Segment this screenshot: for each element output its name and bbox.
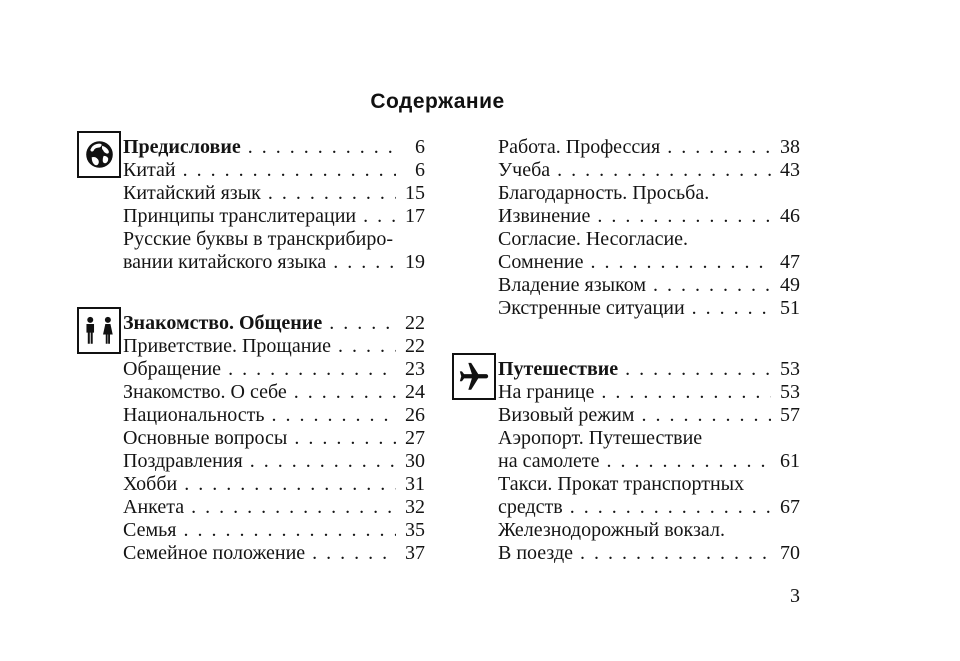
- toc-section: [498, 136, 800, 320]
- toc-entry: [498, 274, 800, 297]
- toc-entry: [123, 381, 425, 404]
- toc-entry: [498, 381, 800, 404]
- toc-entry: [498, 496, 800, 519]
- toc-entry-page: 43: [780, 159, 800, 181]
- man-woman-icon: [81, 316, 118, 345]
- toc-entry: [498, 297, 800, 320]
- toc-entry-label: В поезде: [498, 542, 573, 564]
- toc-entry: [498, 542, 800, 565]
- toc-entry-label: Китайский язык: [123, 182, 261, 204]
- toc-entry: [498, 358, 800, 381]
- dot-leader: [641, 404, 771, 427]
- toc-entry-label: Извинение: [498, 205, 591, 227]
- toc-entry: [123, 496, 425, 519]
- toc-entry-label: На границе: [498, 381, 595, 403]
- dot-leader: [228, 358, 396, 381]
- toc-entry: [123, 251, 425, 274]
- toc-entry-label: Железнодорожный вокзал.: [498, 519, 725, 541]
- dot-leader: [606, 450, 771, 473]
- toc-section: [498, 358, 800, 565]
- globe-icon: [83, 138, 116, 171]
- toc-entry: [498, 182, 800, 205]
- toc-entry: [123, 182, 425, 205]
- dot-leader: [557, 159, 771, 182]
- toc-entry: [123, 159, 425, 182]
- toc-entry: [123, 450, 425, 473]
- dot-leader: [183, 159, 396, 182]
- toc-entry-label: Экстренные ситуации: [498, 297, 685, 319]
- airplane-icon-box: [452, 353, 496, 400]
- page-number: 3: [790, 585, 800, 607]
- toc-entry: [498, 450, 800, 473]
- toc-entry-page: 22: [405, 335, 425, 357]
- toc-entry-label: Путешествие: [498, 358, 619, 380]
- toc-entry: [123, 404, 425, 427]
- dot-leader: [294, 381, 396, 404]
- toc-section: [123, 136, 425, 274]
- toc-entry-label: Учеба: [498, 159, 551, 181]
- dot-leader: [294, 427, 396, 450]
- toc-entry: [498, 251, 800, 274]
- toc-entry: [123, 358, 425, 381]
- toc-column: [498, 136, 800, 565]
- toc-entry-page: 27: [405, 427, 425, 449]
- toc-entry-label: Владение языком: [498, 274, 647, 296]
- toc-entry-page: 15: [405, 182, 425, 204]
- airplane-icon: [457, 360, 491, 394]
- toc-entry: [123, 312, 425, 335]
- toc-entry-label: Аэропорт. Путешествие: [498, 427, 703, 449]
- dot-leader: [580, 542, 771, 565]
- dot-leader: [250, 450, 396, 473]
- toc-entry: [498, 205, 800, 228]
- toc-entry-page: 38: [780, 136, 800, 158]
- toc-entry-page: 32: [405, 496, 425, 518]
- toc-entry-label: Благодарность. Просьба.: [498, 182, 710, 204]
- toc-entry-page: 57: [780, 404, 800, 426]
- toc-entry-label: Визовый режим: [498, 404, 635, 426]
- toc-entry-label: Знакомство. О себе: [123, 381, 287, 403]
- toc-entry-page: 22: [405, 312, 425, 334]
- toc-section: [123, 312, 425, 565]
- toc-entry-page: 26: [405, 404, 425, 426]
- dot-leader: [338, 335, 396, 358]
- toc-entry-page: 6: [415, 136, 425, 158]
- toc-entry: [498, 427, 800, 450]
- dot-leader: [625, 358, 771, 381]
- toc-entry-label: Поздравления: [123, 450, 243, 472]
- toc-column: [123, 136, 425, 565]
- toc-entry-page: 35: [405, 519, 425, 541]
- toc-entry-label: Семейное положение: [123, 542, 306, 564]
- toc-entry-label: Семья: [123, 519, 177, 541]
- toc-entry-page: 67: [780, 496, 800, 518]
- toc-entry-page: 19: [405, 251, 425, 273]
- toc-entry-page: 70: [780, 542, 800, 564]
- toc-entry-label: Работа. Профессия: [498, 136, 661, 158]
- toc-entry: [498, 136, 800, 159]
- toc-entry-page: 17: [405, 205, 425, 227]
- toc-entry: [123, 136, 425, 159]
- toc-entry: [498, 159, 800, 182]
- toc-entry-page: 23: [405, 358, 425, 380]
- dot-leader: [312, 542, 396, 565]
- toc-entry-label: Китай: [123, 159, 176, 181]
- dot-leader: [329, 312, 396, 335]
- toc-entry-page: 24: [405, 381, 425, 403]
- toc-entry: [123, 519, 425, 542]
- toc-entry-page: 31: [405, 473, 425, 495]
- toc-entry-page: 49: [780, 274, 800, 296]
- dot-leader: [333, 251, 396, 274]
- toc-entry-page: 47: [780, 251, 800, 273]
- dot-leader: [667, 136, 771, 159]
- toc-entry-label: средств: [498, 496, 563, 518]
- man-woman-icon-box: [77, 307, 121, 354]
- toc-entry-label: Основные вопросы: [123, 427, 288, 449]
- toc-entry-label: Анкета: [123, 496, 185, 518]
- toc-entry: [498, 404, 800, 427]
- toc-entry: [123, 542, 425, 565]
- toc-entry: [498, 228, 800, 251]
- toc-entry-page: 30: [405, 450, 425, 472]
- table-of-contents: [123, 136, 800, 565]
- toc-entry: [123, 228, 425, 251]
- toc-entry-label: вании китайского языка: [123, 251, 327, 273]
- toc-entry-label: Согласие. Несогласие.: [498, 228, 689, 250]
- toc-entry: [498, 519, 800, 542]
- dot-leader: [268, 182, 396, 205]
- dot-leader: [191, 496, 396, 519]
- dot-leader: [183, 519, 396, 542]
- dot-leader: [363, 205, 396, 228]
- toc-entry-label: Знакомство. Общение: [123, 312, 323, 334]
- toc-entry-page: 46: [780, 205, 800, 227]
- toc-entry-page: 37: [405, 542, 425, 564]
- dot-leader: [570, 496, 771, 519]
- toc-entry-label: Приветствие. Прощание: [123, 335, 331, 357]
- globe-icon-box: [77, 131, 121, 178]
- toc-entry: [123, 473, 425, 496]
- dot-leader: [184, 473, 396, 496]
- toc-entry: [123, 205, 425, 228]
- toc-entry-label: на самолете: [498, 450, 600, 472]
- toc-entry-label: Такси. Прокат транспортных: [498, 473, 745, 495]
- toc-entry-label: Обращение: [123, 358, 222, 380]
- toc-entry-page: 6: [415, 159, 425, 181]
- toc-entry-label: Русские буквы в транскрибиро-: [123, 228, 394, 250]
- dot-leader: [653, 274, 771, 297]
- toc-entry-label: Хобби: [123, 473, 178, 495]
- toc-entry: [123, 427, 425, 450]
- toc-entry-label: Сомнение: [498, 251, 584, 273]
- dot-leader: [272, 404, 396, 427]
- page-title: Содержание: [370, 90, 505, 113]
- dot-leader: [692, 297, 771, 320]
- toc-entry-page: 53: [780, 358, 800, 380]
- dot-leader: [248, 136, 396, 159]
- toc-entry-page: 53: [780, 381, 800, 403]
- toc-entry-label: Национальность: [123, 404, 265, 426]
- toc-entry-page: 61: [780, 450, 800, 472]
- toc-entry-label: Предисловие: [123, 136, 241, 158]
- toc-entry-label: Принципы транслитерации: [123, 205, 357, 227]
- dot-leader: [597, 205, 771, 228]
- toc-entry: [498, 473, 800, 496]
- toc-entry: [123, 335, 425, 358]
- dot-leader: [601, 381, 771, 404]
- toc-entry-page: 51: [780, 297, 800, 319]
- dot-leader: [590, 251, 771, 274]
